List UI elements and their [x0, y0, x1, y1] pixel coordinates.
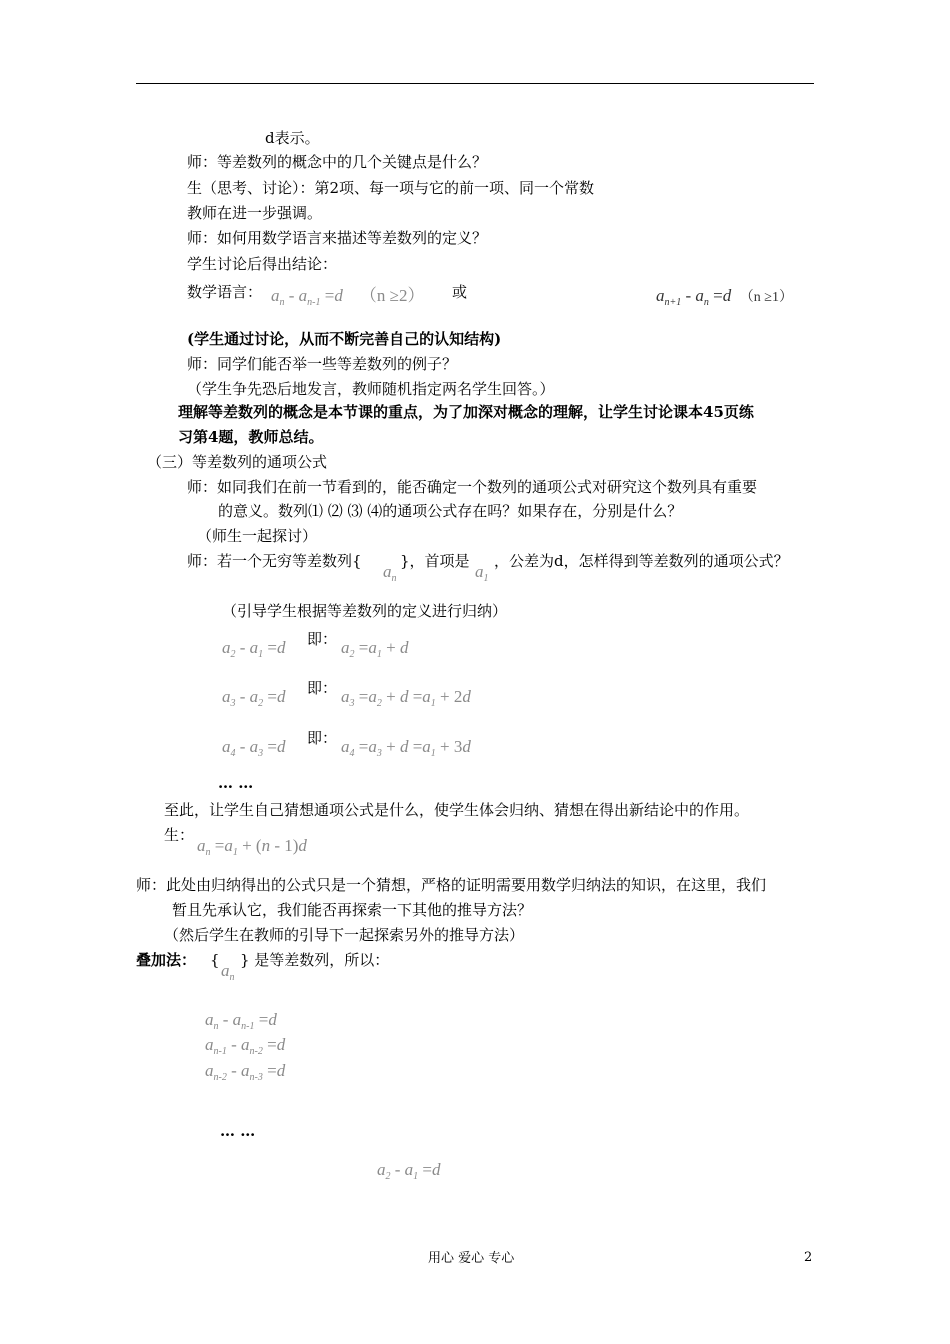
formula-general-term: $a_n =a_1 + (n - 1)d$: [197, 836, 307, 858]
page-number: 2: [804, 1250, 813, 1265]
ellipsis: … …: [220, 1122, 256, 1140]
formula-row-1-left: $a_2 - a_1 =d$: [222, 638, 286, 660]
formula-an: $a_n$: [221, 961, 235, 983]
formula-sum-2: $a_{n-1} - a_{n-2} =d$: [205, 1035, 286, 1057]
text-line: 的意义。数列⑴ ⑵ ⑶ ⑷的通项公式存在吗？如果存在，分别是什么？: [218, 502, 683, 520]
text-line: 生（思考、讨论）：第2项、每一项与它的前一项、同一个常数: [187, 179, 595, 197]
text-line: 师：等差数列的概念中的几个关键点是什么？: [187, 153, 488, 171]
text-line: 或: [452, 283, 468, 301]
text-line: 教师在进一步强调。: [187, 204, 323, 222]
formula-sum-1: $a_n - a_{n-1} =d$: [205, 1010, 277, 1032]
formula-row-3-right: $a_4 =a_3 + d =a_1 + 3d$: [341, 737, 471, 759]
text-line: 师：若一个无穷等差数列{: [187, 552, 362, 570]
formula-sum-3: $a_{n-2} - a_{n-3} =d$: [205, 1061, 286, 1083]
text-line: （师生一起探讨）: [197, 527, 318, 545]
formula-row-2-right: $a_3 =a_2 + d =a_1 + 2d$: [341, 687, 471, 709]
text-line: （引导学生根据等差数列的定义进行归纳）: [222, 602, 508, 620]
formula-an: $a_n$: [383, 562, 397, 584]
text-line: {: [210, 951, 220, 969]
text-line: 数学语言：: [187, 283, 263, 301]
text-line: 师：如同我们在前一节看到的，能否确定一个数列的通项公式对研究这个数列具有重要: [187, 478, 758, 496]
text-line: 即：: [307, 729, 338, 747]
formula-definition-2: $a_{n+1} - a_n =d$ （n ≥1）: [656, 286, 793, 308]
text-line: }，首项是: [400, 552, 470, 570]
text-line: 暂且先承认它，我们能否再探索一下其他的推导方法？: [172, 901, 533, 919]
footer-text: 用心 爱心 专心: [428, 1251, 515, 1266]
ellipsis: … …: [218, 774, 254, 792]
formula-row-1-right: $a_2 =a_1 + d$: [341, 638, 409, 660]
formula-a1: $a_1$: [475, 562, 489, 584]
formula-row-2-left: $a_3 - a_2 =d$: [222, 687, 286, 709]
text-line: （然后学生在教师的引导下一起探索另外的推导方法）: [164, 926, 525, 944]
text-line: 师：如何用数学语言来描述等差数列的定义？: [187, 229, 488, 247]
section-heading: （三）等差数列的通项公式: [147, 453, 328, 471]
text-line: 学生讨论后得出结论：: [187, 255, 338, 273]
text-line: （学生争先恐后地发言，教师随机指定两名学生回答。）: [187, 380, 555, 398]
text-line: 即：: [307, 679, 338, 697]
text-line: 生：: [164, 826, 195, 844]
text-line: 师：同学们能否举一些等差数列的例子？: [187, 355, 458, 373]
method-heading: 叠加法：: [136, 951, 197, 969]
text-line: 习第4题，教师总结。: [178, 428, 324, 446]
text-line: d表示。: [265, 129, 320, 147]
text-line: } 是等差数列，所以：: [240, 951, 390, 969]
text-line: 至此，让学生自己猜想通项公式是什么，使学生体会归纳、猜想在得出新结论中的作用。: [164, 801, 750, 819]
text-line: 师：此处由归纳得出的公式只是一个猜想，严格的证明需要用数学归纳法的知识，在这里，我们: [136, 876, 767, 894]
formula-definition-1: $a_n - a_{n-1} =d$ （n ≥2）: [271, 286, 425, 308]
formula-sum-last: $a_2 - a_1 =d$: [377, 1160, 441, 1182]
formula-row-3-left: $a_4 - a_3 =d$: [222, 737, 286, 759]
text-line: 理解等差数列的概念是本节课的重点，为了加深对概念的理解，让学生讨论课本45页练: [178, 403, 754, 421]
text-line: 即：: [307, 630, 338, 648]
text-line: ，公差为d，怎样得到等差数列的通项公式？: [494, 552, 789, 570]
header-rule: [136, 83, 814, 84]
text-line: (学生通过讨论，从而不断完善自己的认知结构): [187, 330, 502, 348]
